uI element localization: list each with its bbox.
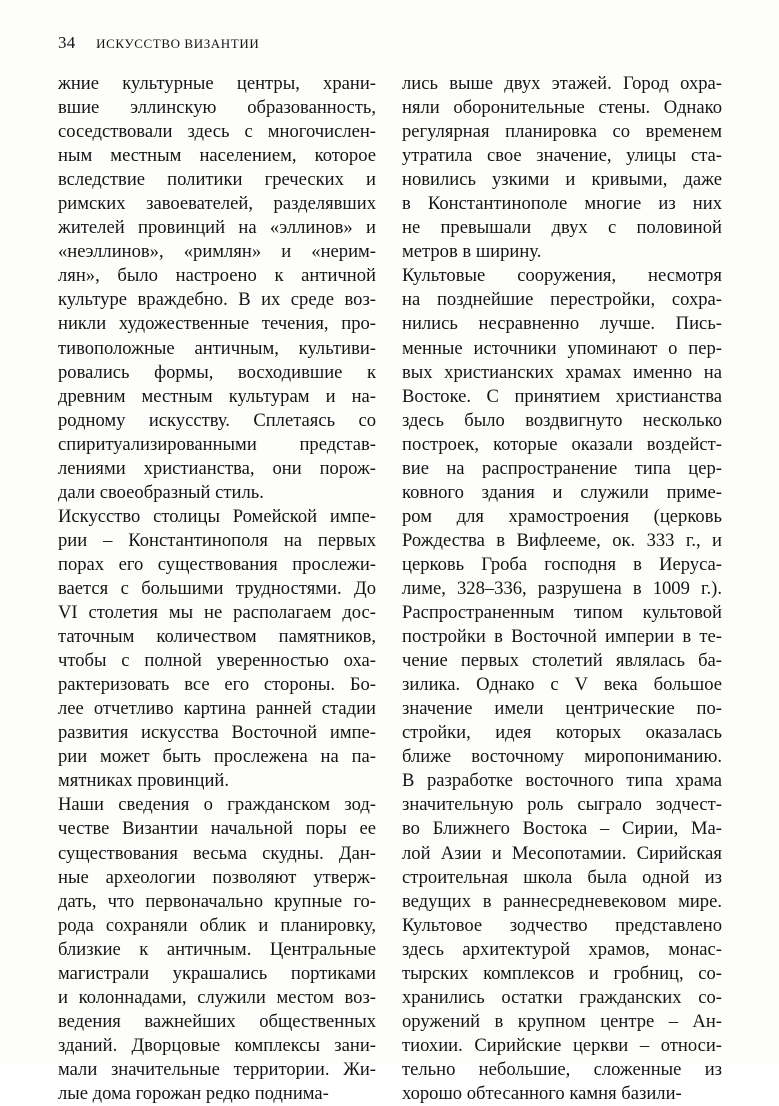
text-line: VI столетия мы не располагаем дос- [58,602,376,624]
text-line: хорошо обтесанного камня базили- [402,1082,682,1104]
text-line: магистрали украшались портиками [58,962,376,984]
text-line: здесь было воздвигнуто несколько [402,409,722,431]
text-line: таточным количеством памятников, [58,626,376,648]
text-line: лее отчетливо картина ранней стадии [58,698,376,720]
text-line: новились узкими и кривыми, даже [402,169,722,191]
text-line: древним местным культурам и на- [58,385,376,407]
text-line: построек, которые оказали воздейст- [402,433,722,455]
text-line: родному искусству. Сплетаясь со [58,409,376,431]
text-line: ным местным населением, которое [58,145,376,167]
text-line: вшие эллинскую образованность, [58,97,376,119]
text-line: Наши сведения о гражданском зод- [58,794,376,816]
text-line: Культовое зодчество представлено [402,914,722,936]
text-line: лениями христианства, они порож- [58,457,376,479]
text-line: стройки, идея которых оказалась [402,722,722,744]
left-paragraph [58,505,376,794]
right-paragraph [402,72,722,264]
right-paragraph [402,264,722,1106]
text-line: рактеризовать все его стороны. Бо- [58,674,376,696]
text-line: хранились остатки гражданских со- [402,986,722,1008]
text-line: во Ближнего Востока – Сирии, Ма- [402,818,722,840]
text-line: честве Византии начальной поры ее [58,818,376,840]
text-line: на позднейшие перестройки, сохра- [402,289,722,311]
text-line: оружений в крупном центре – Ан- [402,1010,722,1032]
text-line: строительная школа была одной из [402,866,722,888]
text-line: рии может быть прослежена на па- [58,746,376,768]
text-line: дали своеобразный стиль. [58,481,264,503]
text-line: ведущих в раннесредневековом мире. [402,890,722,912]
page-header [58,33,259,53]
text-line: не превышали двух с половиной [402,217,722,239]
text-line: здесь архитектурой храмов, монас- [402,938,722,960]
right-column [402,72,722,1106]
text-line: чение первых столетий являлась ба- [402,650,722,672]
text-line: вие на распространение типа цер- [402,457,722,479]
text-line: менные источники упоминают о пер- [402,337,722,359]
text-line: ведения важнейших общественных [58,1010,376,1032]
text-line: чтобы с полной уверенностью оха- [58,650,376,672]
text-line: тельно небольшие, сложенные из [402,1058,722,1080]
text-line: Культовые сооружения, несмотря [402,265,722,287]
text-line: тивоположные античным, культиви- [58,337,376,359]
text-line: соседствовали здесь с многочислен- [58,121,376,143]
text-line: вается с большими трудностями. До [58,577,376,599]
text-line: развития искусства Восточной импе- [58,722,376,744]
text-line: Рождества в Вифлееме, ок. 333 г., и [402,529,722,551]
text-line: лые дома горожан редко поднима- [58,1082,329,1104]
text-line: «неэллинов», «римлян» и «нерим- [58,241,376,263]
text-line: тырских комплексов и гробниц, со- [402,962,722,984]
text-line: лян», было настроено к античной [58,265,376,287]
left-column [58,72,376,1106]
text-line: постройки в Восточной империи в те- [402,626,722,648]
running-title: ИСКУССТВО ВИЗАНТИИ [96,36,260,51]
text-line: рода сохраняли облик и планировку, [58,914,376,936]
text-line: римских завоевателей, разделявших [58,193,376,215]
text-line: церковь Гроба господня в Иеруса- [402,553,722,575]
text-line: тиохии. Сирийские церкви – относи- [402,1034,722,1056]
text-line: мали значительные территории. Жи- [58,1058,376,1080]
text-line: вых христианских храмах именно на [402,361,722,383]
text-line: порах его существования прослежи- [58,553,376,575]
text-line: ближе восточному миропониманию. [402,746,722,768]
text-line: спиритуализированными представ- [58,433,376,455]
text-line: вследствие политики греческих и [58,169,376,191]
text-line: жние культурные центры, храни- [58,73,376,94]
text-line: в Константинополе многие из них [402,193,722,215]
text-line: лиме, 328–336, разрушена в 1009 г.). [402,577,722,599]
text-line: зилика. Однако с V века большое [402,674,722,696]
text-line: дать, что первоначально крупные го- [58,890,376,912]
text-line: Востоке. С принятием христианства [402,385,722,407]
text-line: жителей провинций на «эллинов» и [58,217,376,239]
text-line: утратила свое значение, улицы ста- [402,145,722,167]
text-line: Искусство столицы Ромейской импе- [58,505,376,527]
text-line: и колоннадами, служили местом воз- [58,986,376,1008]
text-line: ром для храмостроения (церковь [402,505,722,527]
text-line: значительную роль сыграло зодчест- [402,794,722,816]
left-paragraph [58,793,376,1106]
left-paragraph [58,72,376,505]
text-line: В разработке восточного типа храма [402,770,722,792]
text-line: метров в ширину. [402,241,542,263]
text-line: Распространенным типом культовой [402,602,722,624]
text-line: ковного здания и служили приме- [402,481,722,503]
text-line: никли художественные течения, про- [58,313,376,335]
text-line: лись выше двух этажей. Город охра- [402,73,722,94]
text-line: ные археологии позволяют утверж- [58,866,376,888]
text-line: рии – Константинополя на первых [58,529,376,551]
text-line: регулярная планировка со временем [402,121,722,143]
text-line: няли оборонительные стены. Однако [402,97,722,119]
text-line: нились несравненно лучше. Пись- [402,313,722,335]
text-line: близкие к античным. Центральные [58,938,376,960]
text-line: ровались формы, восходившие к [58,361,376,383]
text-line: существования весьма скудны. Дан- [58,842,376,864]
text-line: культуре враждебно. В их среде воз- [58,289,376,311]
text-line: мятниках провинций. [58,770,230,792]
page-number: 34 [58,33,76,52]
text-line: зданий. Дворцовые комплексы зани- [58,1034,376,1056]
text-line: значение имели центрические по- [402,698,722,720]
text-line: лой Азии и Месопотамии. Сирийская [402,842,722,864]
